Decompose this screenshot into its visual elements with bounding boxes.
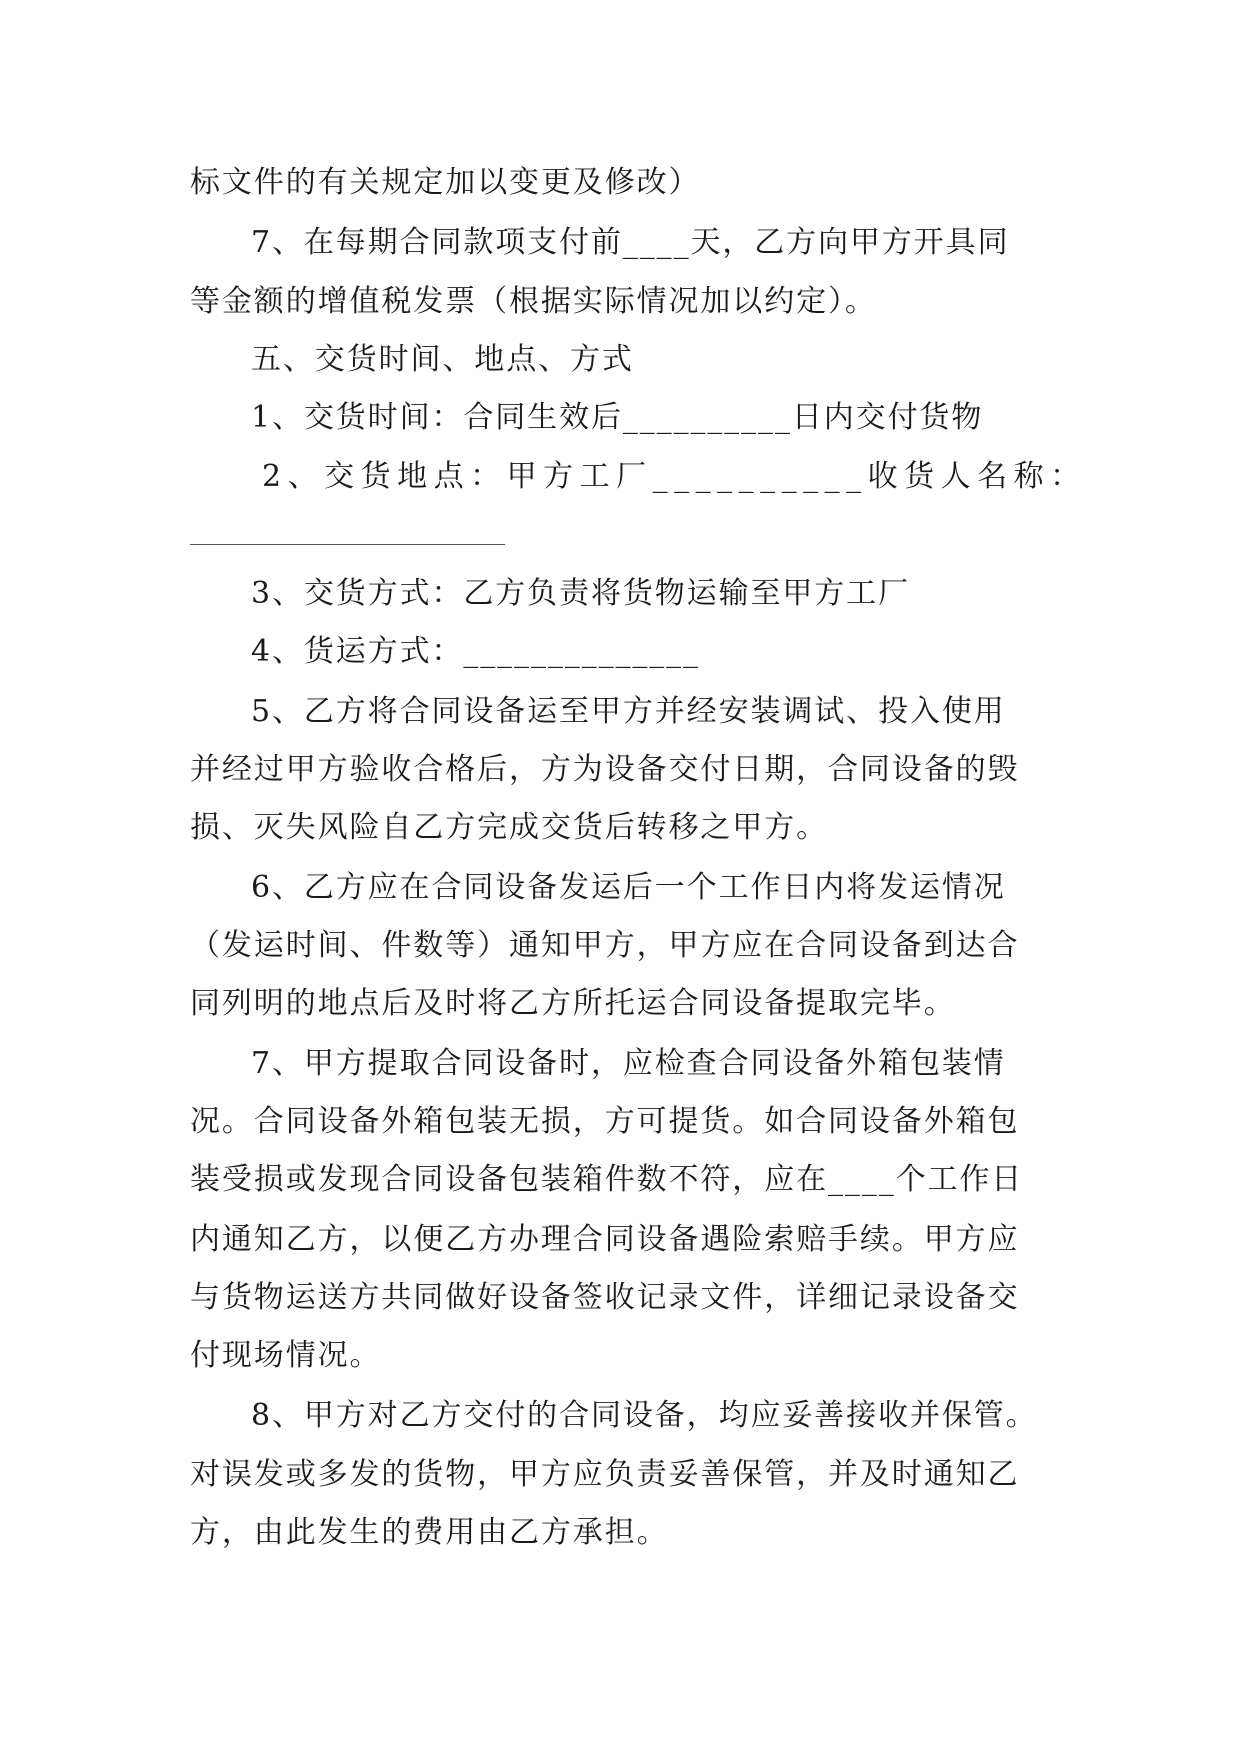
section-heading: 五、交货时间、地点、方式 <box>251 342 634 377</box>
text-line: 与货物运送方共同做好设备签收记录文件，详细记录设备交 <box>190 1280 1020 1315</box>
text-line: 等金额的增值税发票（根据实际情况加以约定）。 <box>190 284 877 319</box>
text-line: 付现场情况。 <box>190 1338 382 1373</box>
text-line: 况。合同设备外箱包装无损，方可提货。如合同设备外箱包 <box>190 1104 1020 1139</box>
text-line: 损、灭失风险自乙方完成交货后转移之甲方。 <box>190 810 828 845</box>
text-line: 标文件的有关规定加以变更及修改） <box>190 165 701 200</box>
text-line: 7、甲方提取合同设备时，应检查合同设备外箱包装情 <box>251 1046 1006 1081</box>
text-line: 同列明的地点后及时将乙方所托运合同设备提取完毕。 <box>190 986 956 1021</box>
text-line: 7、在每期合同款项支付前____天，乙方向甲方开具同 <box>251 225 1010 260</box>
text-line: 1、交货时间：合同生效后__________日内交付货物 <box>251 400 984 435</box>
text-line: 8、甲方对乙方交付的合同设备，均应妥善接收并保管。 <box>251 1398 1038 1433</box>
text-line: 2、交货地点：甲方工厂__________收货人名称： <box>262 459 1087 494</box>
text-line: 3、交货方式：乙方负责将货物运输至甲方工厂 <box>251 576 910 611</box>
text-line: 方，由此发生的费用由乙方承担。 <box>190 1515 669 1550</box>
text-line: （发运时间、件数等）通知甲方，甲方应在合同设备到达合 <box>190 928 1020 963</box>
text-line: 并经过甲方验收合格后，方为设备交付日期，合同设备的毁 <box>190 752 1020 787</box>
text-line: 6、乙方应在合同设备发运后一个工作日内将发运情况 <box>251 870 1006 905</box>
text-line: 装受损或发现合同设备包装箱件数不符，应在____个工作日 <box>190 1162 1024 1197</box>
text-line: 内通知乙方，以便乙方办理合同设备遇险索赔手续。甲方应 <box>190 1222 1020 1257</box>
text-line: 4、货运方式：______________ <box>251 634 700 669</box>
text-line: 对误发或多发的货物，甲方应负责妥善保管，并及时通知乙 <box>190 1457 1020 1492</box>
blank-underline <box>190 544 505 545</box>
text-line: 5、乙方将合同设备运至甲方并经安装调试、投入使用 <box>251 694 1006 729</box>
